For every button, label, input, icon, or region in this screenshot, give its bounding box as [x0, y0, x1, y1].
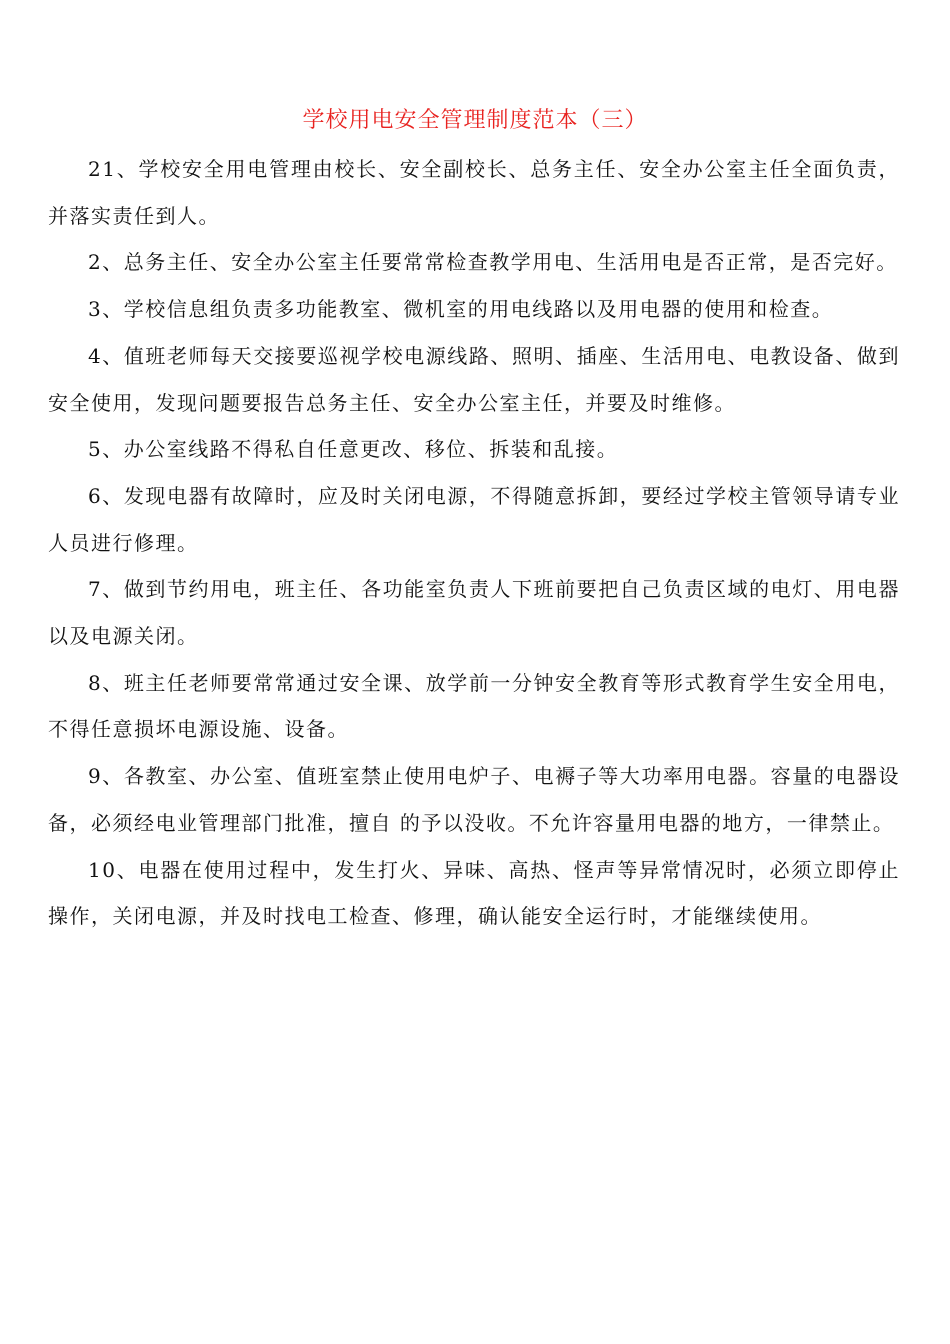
- paragraph-10: 10、电器在使用过程中，发生打火、异味、高热、怪声等异常情况时，必须立即停止操作，关闭电源，并及时找电工检查、修理，确认能安全运行时，才能继续使用。: [48, 857, 900, 929]
- paragraph-1: 21、学校安全用电管理由校长、安全副校长、总务主任、安全办公室主任全面负责，并落实责任到人。: [48, 157, 900, 228]
- paragraph-6: 6、发现电器有故障时，应及时关闭电源，不得随意拆卸，要经过学校主管领导请专业人员进行修理。: [48, 483, 900, 555]
- document-body: [48, 146, 900, 940]
- paragraph-9: 9、各教室、办公室、值班室禁止使用电炉子、电褥子等大功率用电器。容量的电器设备，必须经电业管理部门批准，擅自 的予以没收。不允许容量用电器的地方，一律禁止。: [48, 764, 900, 835]
- paragraph-2: 2、总务主任、安全办公室主任要常常检查教学用电、生活用电是否正常，是否完好。: [88, 250, 898, 275]
- paragraph-7: 7、做到节约用电，班主任、各功能室负责人下班前要把自己负责区域的电灯、用电器以及电源关闭。: [48, 577, 900, 649]
- document-title: 学校用电安全管理制度范本（三）: [302, 108, 648, 133]
- paragraph-8: 8、班主任老师要常常通过安全课、放学前一分钟安全教育等形式教育学生安全用电，不得任意损坏电源设施、设备。: [48, 670, 900, 742]
- paragraph-4: 4、值班老师每天交接要巡视学校电源线路、照明、插座、生活用电、电教设备、做到安全使用，发现问题要报告总务主任、安全办公室主任，并要及时维修。: [48, 343, 900, 415]
- paragraph-5: 5、办公室线路不得私自任意更改、移位、拆装和乱接。: [88, 437, 619, 462]
- paragraph-3: 3、学校信息组负责多功能教室、微机室的用电线路以及用电器的使用和检查。: [88, 297, 834, 322]
